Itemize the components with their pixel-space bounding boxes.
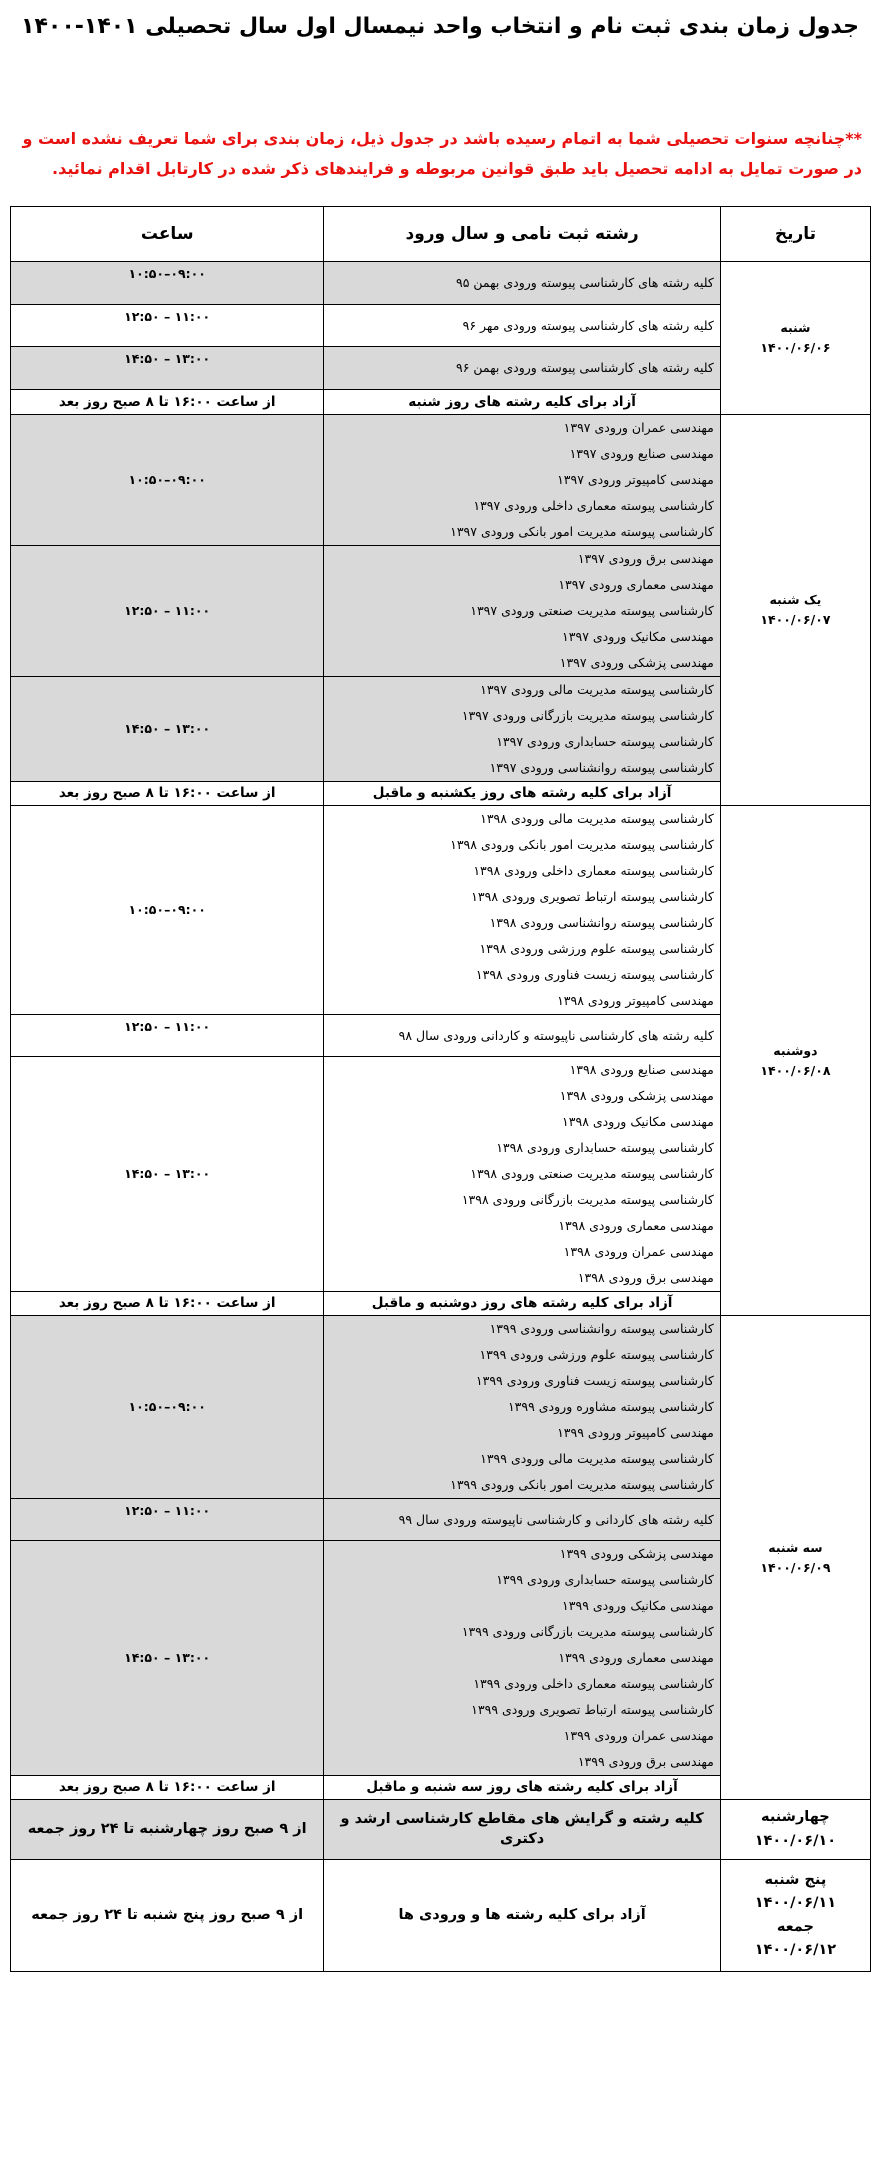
program-cell (324, 1499, 720, 1541)
program-line: مهندسی معماری ورودی ۱۳۹۷ (558, 577, 714, 592)
program-line: کارشناسی پیوسته مشاوره ورودی ۱۳۹۹ (507, 1399, 714, 1414)
program-line: مهندسی برق ورودی ۱۳۹۷ (577, 551, 714, 566)
day-name: دوشنبه (773, 1042, 818, 1058)
program-line: مهندسی عمران ورودی ۱۳۹۸ (563, 1244, 714, 1259)
time-cell: ۱۱:۰۰ – ۱۲:۵۰ (11, 1015, 324, 1057)
day-cell (720, 415, 870, 806)
program-cell (324, 305, 720, 347)
header-date: تاریخ (720, 207, 870, 262)
time-cell: از ۹ صبح روز پنج شنبه تا ۲۴ روز جمعه (11, 1860, 324, 1972)
thursday-friday-row (11, 1860, 871, 1972)
program-cell (324, 677, 720, 782)
program-line: مهندسی برق ورودی ۱۳۹۹ (577, 1754, 714, 1769)
time-cell: از ۹ صبح روز چهارشنبه تا ۲۴ روز جمعه (11, 1800, 324, 1860)
program-line: کارشناسی پیوسته زیست فناوری ورودی ۱۳۹۹ (475, 1373, 714, 1388)
program-line: کارشناسی پیوسته مدیریت مالی ورودی ۱۳۹۸ (480, 811, 714, 826)
schedule-table (10, 206, 871, 1972)
table-header-row (11, 207, 871, 262)
program-line: کارشناسی پیوسته حسابداری ورودی ۱۳۹۸ (496, 1140, 714, 1155)
program-line: کلیه رشته های کارشناسی ناپیوسته و کاردانی ورودی سال ۹۸ (398, 1027, 714, 1043)
time-cell: ۱۱:۰۰ – ۱۲:۵۰ (11, 1499, 324, 1541)
program-line: مهندسی کامپیوتر ورودی ۱۳۹۷ (557, 472, 714, 487)
program-cell (324, 1015, 720, 1057)
program-line: کارشناسی پیوسته علوم ورزشی ورودی ۱۳۹۸ (479, 941, 714, 956)
program-line: مهندسی عمران ورودی ۱۳۹۹ (563, 1728, 714, 1743)
day-date: ۱۴۰۰/۰۶/۱۰ (754, 1832, 837, 1849)
day-name: سه شنبه (768, 1539, 823, 1555)
notice-text: **چنانچه سنوات تحصیلی شما به اتمام رسیده باشد در جدول ذیل، زمان بندی برای شما تعریف نشده است و در صورت تمایل به ادامه تحصیل باید طبق قوانین مربوطه و فرایندهای ذکر شده در کارتابل اقدام نمائید. (22, 129, 862, 178)
schedule-row (11, 415, 871, 546)
program-line: کارشناسی پیوسته مدیریت بازرگانی ورودی ۱۳۹۷ (461, 708, 714, 723)
schedule-body (11, 262, 871, 1972)
program-line: کارشناسی پیوسته مدیریت امور بانکی ورودی ۱۳۹۹ (450, 1477, 714, 1492)
day-cell (720, 806, 870, 1316)
day-name: جمعه (776, 1918, 814, 1935)
program-cell (324, 806, 720, 1015)
program-line: کارشناسی پیوسته مدیریت صنعتی ورودی ۱۳۹۸ (470, 1166, 714, 1181)
program-cell (324, 415, 720, 546)
free-program: آزاد برای کلیه رشته های روز شنبه (324, 390, 720, 415)
program-line: کارشناسی پیوسته علوم ورزشی ورودی ۱۳۹۹ (479, 1347, 714, 1362)
time-cell: ۱۱:۰۰ – ۱۲:۵۰ (11, 546, 324, 677)
program-line: کارشناسی پیوسته مدیریت امور بانکی ورودی ۱۳۹۸ (450, 837, 714, 852)
program-line: مهندسی مکانیک ورودی ۱۳۹۸ (562, 1114, 714, 1129)
program-line: مهندسی پزشکی ورودی ۱۳۹۷ (559, 655, 714, 670)
program-line: کارشناسی پیوسته معماری داخلی ورودی ۱۳۹۹ (473, 1676, 714, 1691)
day-date: ۱۴۰۰/۰۶/۰۸ (760, 1062, 831, 1078)
program-line: کارشناسی پیوسته روانشناسی ورودی ۱۳۹۹ (489, 1321, 714, 1336)
wednesday-row (11, 1800, 871, 1860)
day-cell (720, 1860, 870, 1972)
program-line: کارشناسی پیوسته روانشناسی ورودی ۱۳۹۸ (489, 915, 714, 930)
program-line: کارشناسی پیوسته مدیریت مالی ورودی ۱۳۹۹ (480, 1451, 714, 1466)
free-time: از ساعت ۱۶:۰۰ تا ۸ صبح روز بعد (11, 390, 324, 415)
program-line: کارشناسی پیوسته زیست فناوری ورودی ۱۳۹۸ (475, 967, 714, 982)
header-time: ساعت (11, 207, 324, 262)
program-line: کارشناسی پیوسته ارتباط تصویری ورودی ۱۳۹۹ (471, 1702, 714, 1717)
program-cell (324, 347, 720, 390)
program-cell: کلیه رشته و گرایش های مقاطع کارشناسی ارشد و دکتری (324, 1800, 720, 1860)
program-line: کارشناسی پیوسته ارتباط تصویری ورودی ۱۳۹۸ (471, 889, 714, 904)
time-cell: ۱۳:۰۰ – ۱۴:۵۰ (11, 347, 324, 390)
time-cell: ۱۳:۰۰ – ۱۴:۵۰ (11, 677, 324, 782)
day-name: پنج شنبه (764, 1872, 827, 1889)
free-time: از ساعت ۱۶:۰۰ تا ۸ صبح روز بعد (11, 1776, 324, 1800)
program-line: کارشناسی پیوسته مدیریت بازرگانی ورودی ۱۳۹۸ (461, 1192, 714, 1207)
program-line: مهندسی پزشکی ورودی ۱۳۹۸ (559, 1088, 714, 1103)
program-line: مهندسی مکانیک ورودی ۱۳۹۹ (562, 1598, 714, 1613)
day-cell (720, 1800, 870, 1860)
program-line: مهندسی پزشکی ورودی ۱۳۹۹ (559, 1546, 714, 1561)
program-line: مهندسی عمران ورودی ۱۳۹۷ (563, 420, 714, 435)
program-cell (324, 1316, 720, 1499)
program-line: مهندسی کامپیوتر ورودی ۱۳۹۹ (557, 1425, 714, 1440)
schedule-row (11, 262, 871, 305)
day-date: ۱۴۰۰/۰۶/۰۷ (760, 612, 831, 627)
schedule-row (11, 1316, 871, 1499)
program-line: مهندسی برق ورودی ۱۳۹۸ (577, 1270, 714, 1285)
day-date: ۱۴۰۰/۰۶/۱۲ (754, 1941, 837, 1958)
page-title: جدول زمان بندی ثبت نام و انتخاب واحد نیمسال اول سال تحصیلی ۱۴۰۱-۱۴۰۰ (21, 14, 859, 39)
time-cell: ۱۱:۰۰ – ۱۲:۵۰ (11, 305, 324, 347)
program-line: کارشناسی پیوسته معماری داخلی ورودی ۱۳۹۷ (473, 498, 714, 513)
program-line: کارشناسی پیوسته مدیریت بازرگانی ورودی ۱۳۹۹ (461, 1624, 714, 1639)
time-cell: ۰۹:۰۰–۱۰:۵۰ (11, 806, 324, 1015)
day-date: ۱۴۰۰/۰۶/۰۹ (760, 1559, 831, 1575)
free-program: آزاد برای کلیه رشته های روز یکشنبه و ماقبل (324, 782, 720, 806)
program-line: کارشناسی پیوسته مدیریت مالی ورودی ۱۳۹۷ (480, 682, 714, 697)
free-program: آزاد برای کلیه رشته های روز سه شنبه و ماقبل (324, 1776, 720, 1800)
program-line: کارشناسی پیوسته مدیریت صنعتی ورودی ۱۳۹۷ (470, 603, 714, 618)
program-cell (324, 262, 720, 305)
program-cell (324, 1541, 720, 1776)
program-cell (324, 546, 720, 677)
program-line: کارشناسی پیوسته روانشناسی ورودی ۱۳۹۷ (489, 760, 714, 775)
program-line: مهندسی صنایع ورودی ۱۳۹۷ (569, 446, 714, 461)
time-cell: ۰۹:۰۰–۱۰:۵۰ (11, 262, 324, 305)
day-name: یک شنبه (769, 592, 822, 607)
program-line: کارشناسی پیوسته حسابداری ورودی ۱۳۹۹ (496, 1572, 714, 1587)
time-cell: ۱۳:۰۰ – ۱۴:۵۰ (11, 1057, 324, 1292)
day-date: ۱۴۰۰/۰۶/۰۶ (760, 340, 831, 355)
program-cell (324, 1057, 720, 1292)
free-program: آزاد برای کلیه رشته های روز دوشنبه و ماقبل (324, 1292, 720, 1316)
program-line: کارشناسی پیوسته معماری داخلی ورودی ۱۳۹۸ (473, 863, 714, 878)
free-time: از ساعت ۱۶:۰۰ تا ۸ صبح روز بعد (11, 782, 324, 806)
program-line: مهندسی معماری ورودی ۱۳۹۹ (558, 1650, 714, 1665)
program-line: کلیه رشته های کاردانی و کارشناسی ناپیوسته ورودی سال ۹۹ (398, 1511, 714, 1527)
program-line: مهندسی مکانیک ورودی ۱۳۹۷ (562, 629, 714, 644)
day-date: ۱۴۰۰/۰۶/۱۱ (754, 1895, 837, 1912)
day-cell (720, 262, 870, 415)
program-line: مهندسی معماری ورودی ۱۳۹۸ (558, 1218, 714, 1233)
program-line: مهندسی صنایع ورودی ۱۳۹۸ (569, 1062, 714, 1077)
program-line: کلیه رشته های کارشناسی پیوسته ورودی بهمن ۹۶ (456, 360, 714, 375)
program-line: کلیه رشته های کارشناسی پیوسته ورودی بهمن ۹۵ (456, 275, 714, 290)
header-program: رشته ثبت نامی و سال ورود (324, 207, 720, 262)
program-line: کلیه رشته های کارشناسی پیوسته ورودی مهر ۹۶ (462, 317, 714, 333)
time-cell: ۱۳:۰۰ – ۱۴:۵۰ (11, 1541, 324, 1776)
day-name: چهارشنبه (761, 1809, 830, 1826)
program-line: کارشناسی پیوسته حسابداری ورودی ۱۳۹۷ (496, 734, 714, 749)
time-cell: ۰۹:۰۰–۱۰:۵۰ (11, 1316, 324, 1499)
schedule-row (11, 806, 871, 1015)
free-time: از ساعت ۱۶:۰۰ تا ۸ صبح روز بعد (11, 1292, 324, 1316)
program-cell: آزاد برای کلیه رشته ها و ورودی ها (324, 1860, 720, 1972)
day-cell (720, 1316, 870, 1800)
program-line: مهندسی کامپیوتر ورودی ۱۳۹۸ (557, 993, 714, 1008)
time-cell: ۰۹:۰۰–۱۰:۵۰ (11, 415, 324, 546)
day-name: شنبه (780, 320, 811, 335)
program-line: کارشناسی پیوسته مدیریت امور بانکی ورودی ۱۳۹۷ (450, 524, 714, 539)
